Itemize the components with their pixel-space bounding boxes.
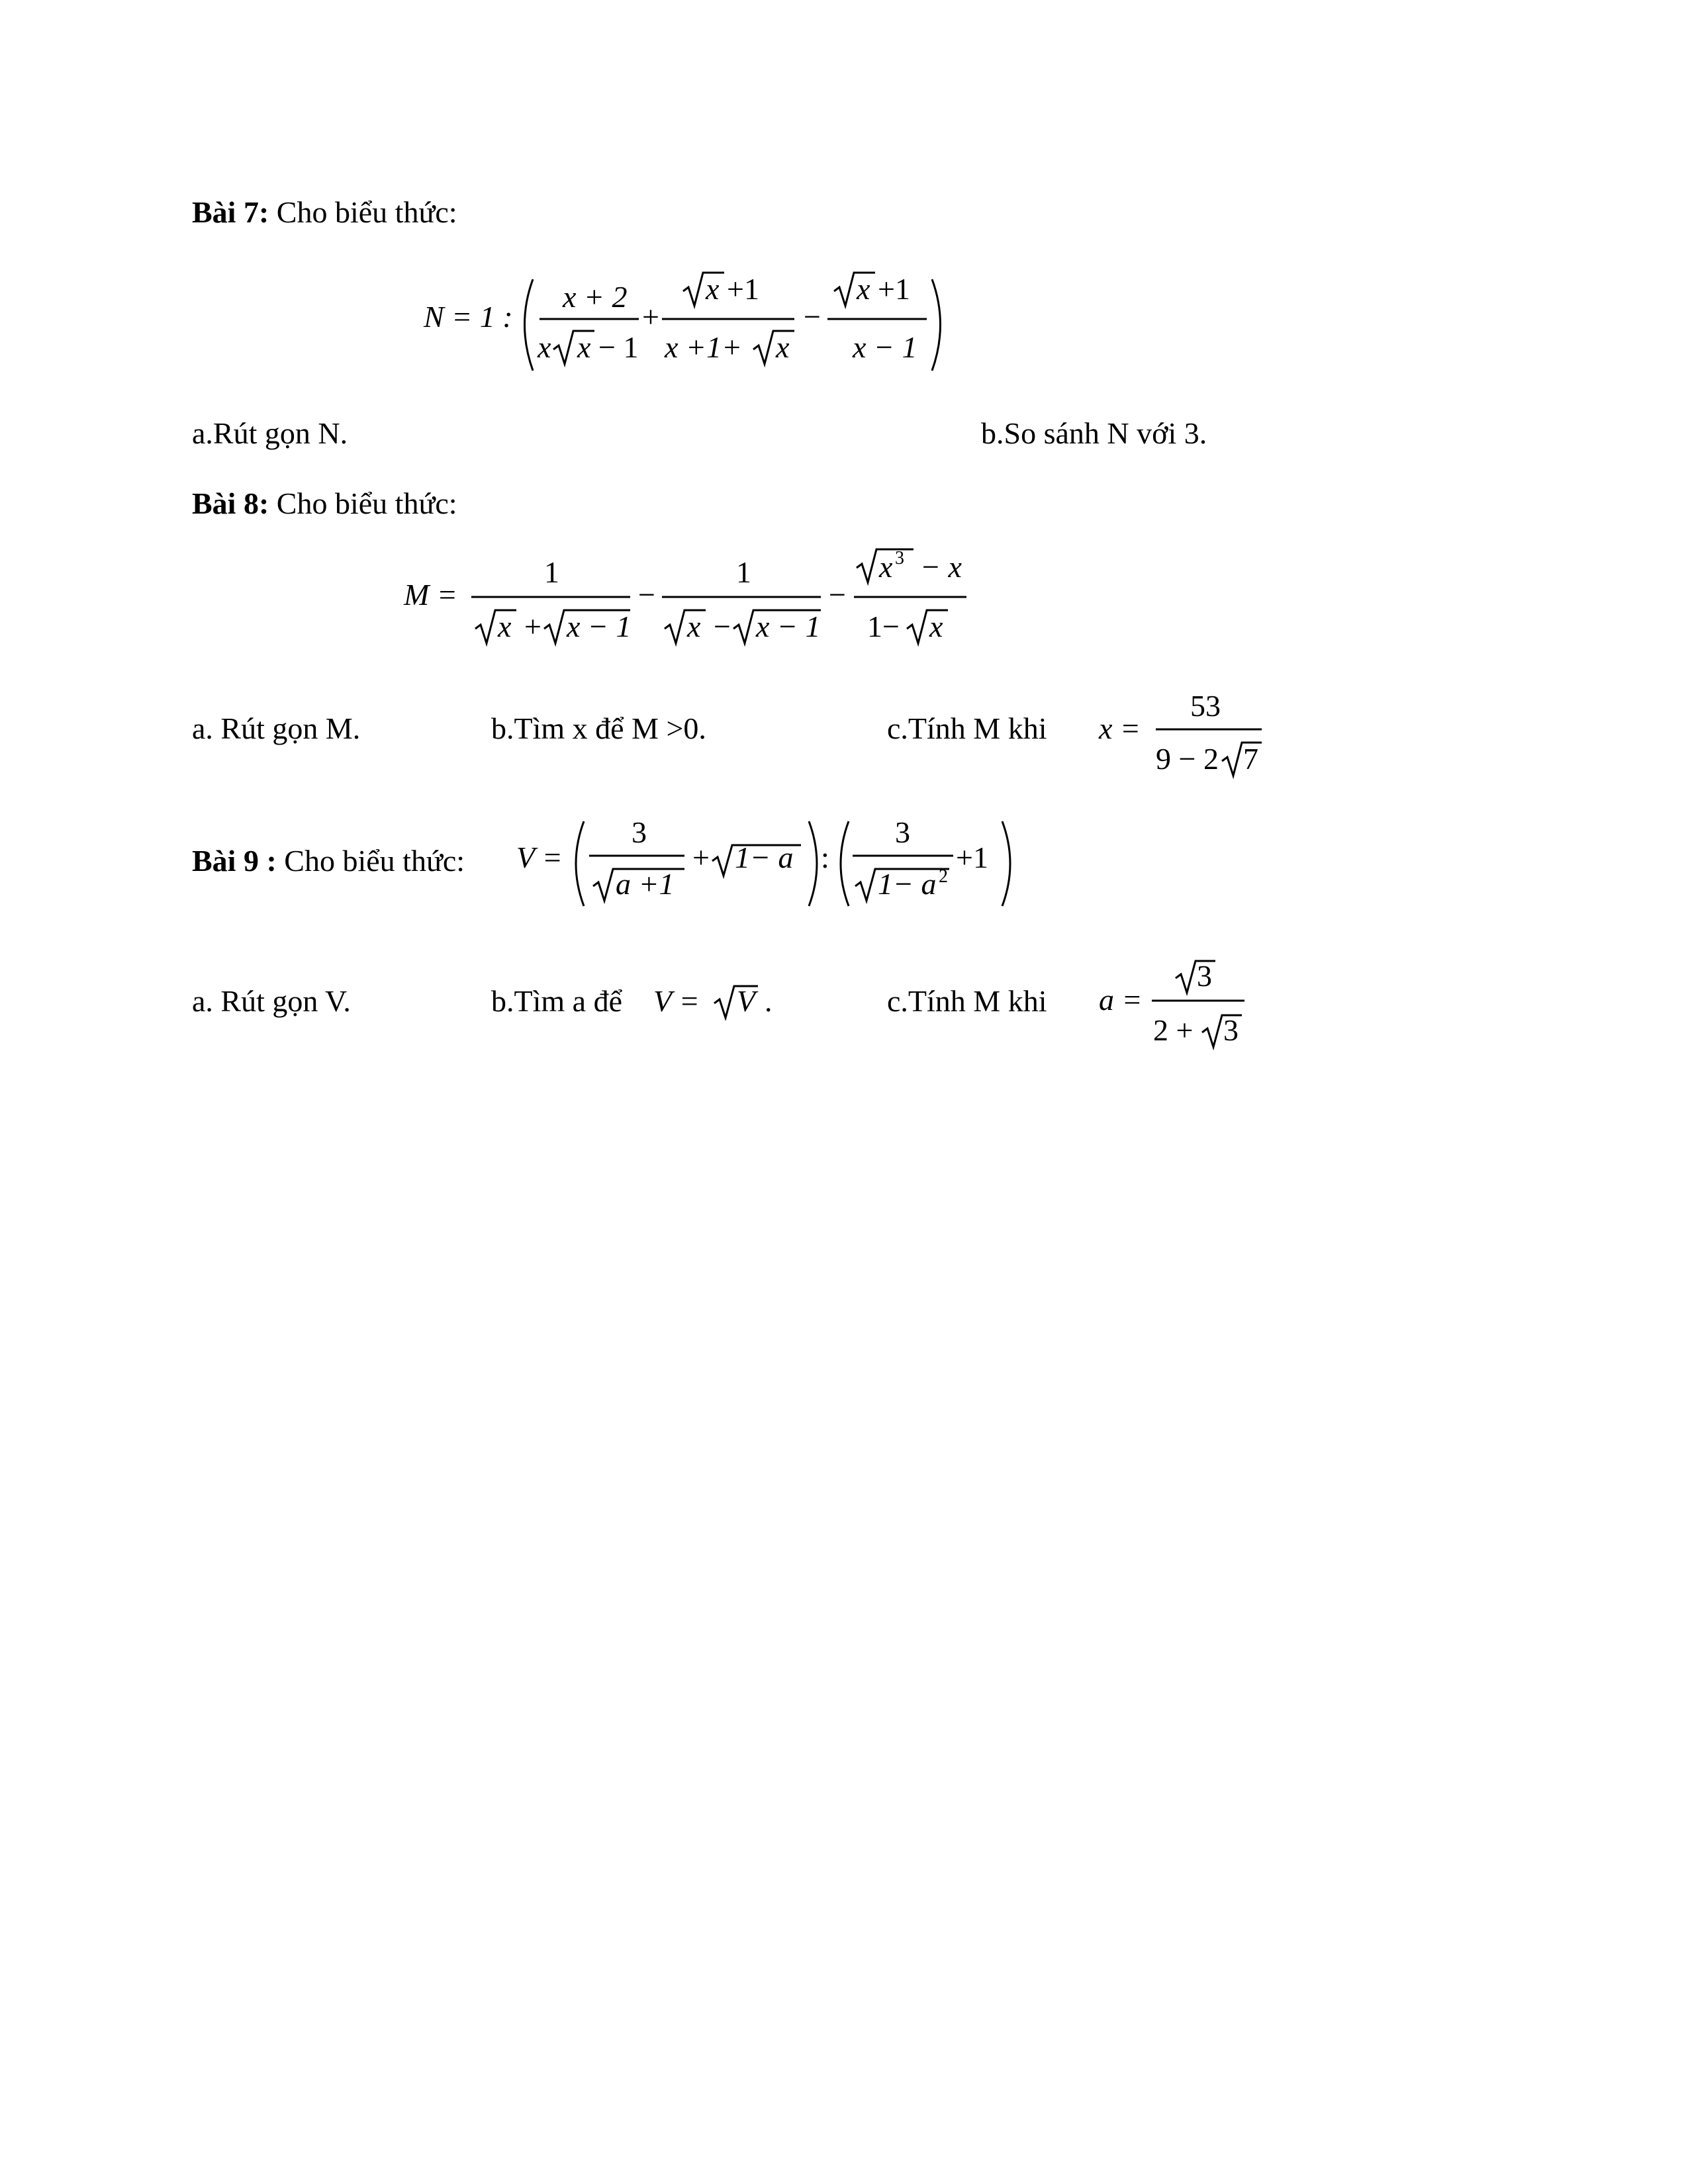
- formula-v-cond-rad: V: [737, 984, 756, 1018]
- formula-m-x-den-pre: 9 − 2: [1156, 742, 1219, 776]
- bai9-part-c: c.Tính M khi: [887, 984, 1047, 1018]
- formula-v-a-lhs: a =: [1099, 983, 1143, 1017]
- formula-v-post: +1: [956, 841, 988, 874]
- formula-m-f2-den-rad1: x: [687, 610, 701, 643]
- formula-n-f2-num-rad: x: [706, 272, 720, 306]
- formula-n-f3-den: x − 1: [853, 330, 917, 364]
- formula-m-op2: −: [829, 578, 846, 612]
- formula-n-f1-den-rad: x: [577, 330, 591, 364]
- bai8-part-c: c.Tính M khi: [887, 711, 1047, 745]
- formula-v-a-den-rad: 3: [1223, 1013, 1239, 1047]
- formula-n-f1-num: x + 2: [563, 280, 628, 314]
- formula-m-f1-den-rad1: x: [498, 610, 512, 643]
- formula-m-f1-num: 1: [544, 555, 559, 589]
- formula-v-a-num-rad: 3: [1197, 959, 1212, 993]
- formula-v-rparen2: [1002, 821, 1010, 906]
- bai8-subtitle: Cho biểu thức:: [269, 486, 457, 520]
- formula-m-op1: −: [638, 578, 655, 612]
- formula-n-f2-num-post: +1: [727, 272, 759, 306]
- formula-v-lparen2: [841, 821, 849, 906]
- formula-m-f2-num: 1: [736, 555, 751, 589]
- formula-m-f3-num-exp: 3: [895, 548, 904, 569]
- formula-n-f3-num-rad: x: [857, 272, 870, 306]
- formula-m-x: [1092, 682, 1278, 781]
- bai9-heading: [192, 846, 465, 876]
- formula-m-f1-den-rad2: x − 1: [567, 610, 632, 643]
- formula-n-f1-den-pre: x: [538, 330, 551, 364]
- formula-n: [397, 265, 966, 384]
- bai7-title: Bài 7:: [192, 195, 269, 229]
- formula-m-f3-num-post: − x: [920, 550, 962, 584]
- formula-m-f2-den-rad2: x − 1: [756, 610, 821, 643]
- formula-m-f2-den-op: −: [714, 610, 731, 643]
- bai9-subtitle: Cho biểu thức:: [276, 844, 465, 878]
- formula-n-f2-den-rad: x: [776, 330, 790, 364]
- formula-v-cond-dot: .: [765, 984, 773, 1018]
- formula-v-colon: :: [821, 841, 829, 874]
- formula-n-f2-den-pre: x +1+: [665, 330, 742, 364]
- formula-v-f2-num: 3: [895, 815, 910, 849]
- formula-v: [510, 811, 1039, 917]
- formula-v-lparen1: [576, 821, 584, 906]
- bai9-part-a: a. Rút gọn V.: [192, 984, 351, 1018]
- formula-v-rparen1: [809, 821, 817, 906]
- formula-m-x-den-rad: 7: [1243, 742, 1258, 776]
- bai8-part-a: a. Rút gọn M.: [192, 711, 361, 745]
- bai8-part-b: b.Tìm x để M >0.: [491, 711, 706, 745]
- formula-n-rparen: [932, 279, 941, 371]
- formula-v-rad1: 1− a: [735, 841, 794, 874]
- bai9-part-b: b.Tìm a để: [491, 984, 622, 1018]
- formula-n-op1: +: [642, 300, 659, 334]
- formula-m-x-lhs: x =: [1099, 711, 1141, 745]
- formula-v-f2-den-rad: 1− a: [878, 867, 937, 901]
- bai8-title: Bài 8:: [192, 486, 269, 520]
- formula-m-x-num: 53: [1190, 689, 1221, 723]
- formula-m: [397, 543, 993, 662]
- formula-v-a-den-pre: 2 +: [1153, 1013, 1194, 1047]
- formula-m-lhs: M =: [404, 578, 457, 612]
- bai7-part-b: b.So sánh N với 3.: [981, 416, 1207, 450]
- bai8-heading: [192, 488, 457, 519]
- bai7-subtitle: Cho biểu thức:: [269, 195, 457, 229]
- bai7-heading: [192, 197, 457, 228]
- formula-n-f1-den-post: − 1: [598, 330, 639, 364]
- bai9-title: Bài 9 :: [192, 844, 277, 878]
- formula-m-f3-den-rad: x: [929, 610, 943, 643]
- formula-v-cond-lhs: V =: [653, 984, 700, 1018]
- formula-n-lhs: N = 1 :: [424, 300, 513, 334]
- bai7-part-a: a.Rút gọn N.: [192, 416, 348, 450]
- formula-m-f3-den-pre: 1−: [867, 610, 900, 643]
- formula-n-lparen: [525, 279, 534, 371]
- formula-m-f3-num-rad: x: [879, 550, 893, 584]
- formula-v-a: [1092, 953, 1251, 1052]
- formula-v-cond: [645, 968, 791, 1021]
- formula-v-f2-den-exp: 2: [939, 866, 948, 887]
- formula-m-f1-den-op: +: [524, 610, 541, 643]
- formula-v-f1-num: 3: [632, 815, 647, 849]
- formula-v-lhs: V =: [516, 841, 563, 874]
- formula-n-f3-num-post: +1: [878, 272, 910, 306]
- formula-v-op1: +: [692, 841, 710, 874]
- formula-v-f1-den-rad: a +1: [616, 867, 675, 901]
- formula-n-op2: −: [804, 300, 821, 334]
